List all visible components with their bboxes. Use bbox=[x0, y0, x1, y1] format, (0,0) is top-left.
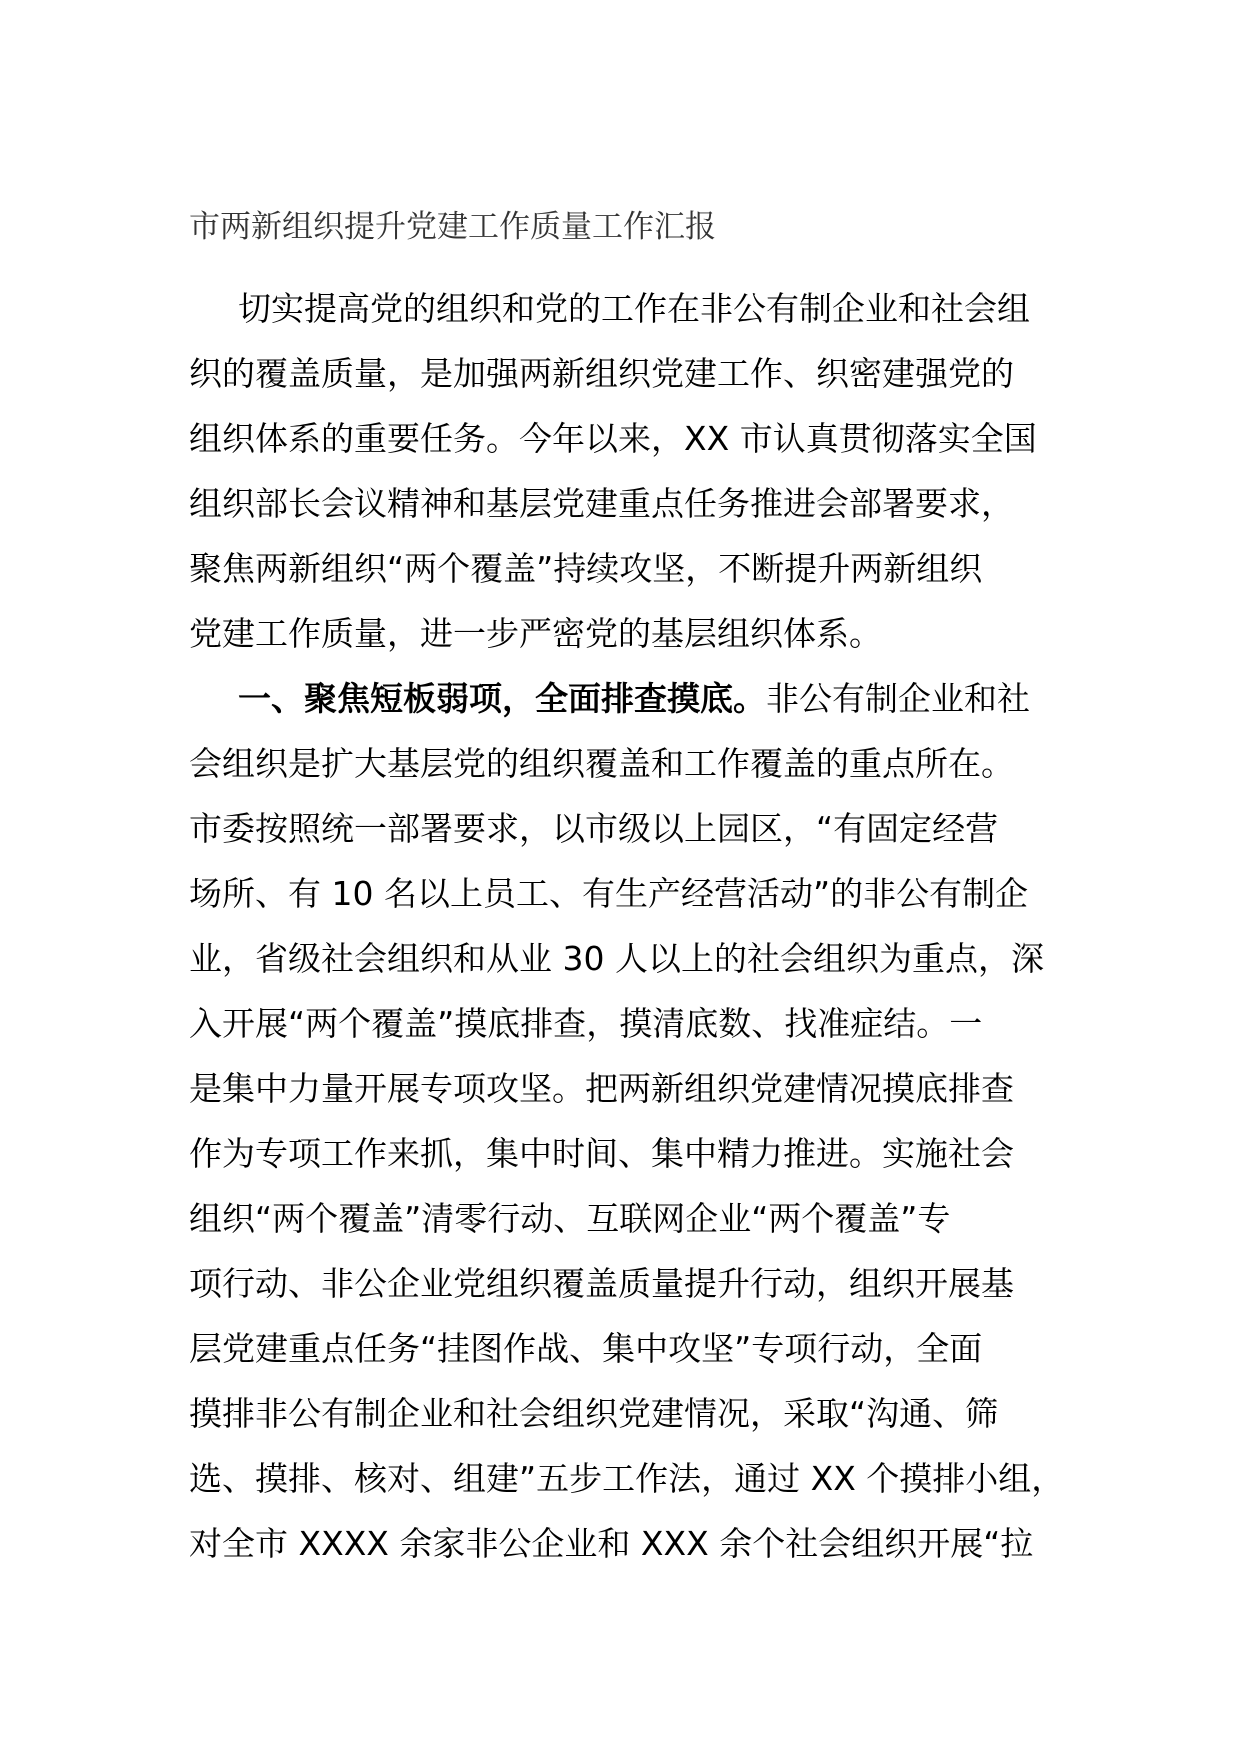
paragraph-line: 会组织是扩大基层党的组织覆盖和工作覆盖的重点所在。 bbox=[189, 744, 1014, 783]
paragraph-line: 项行动、非公企业党组织覆盖质量提升行动，组织开展基 bbox=[189, 1264, 1014, 1303]
paragraph-line: 市委按照统一部署要求，以市级以上园区，“有固定经营 bbox=[189, 809, 999, 848]
section-heading: 一、聚焦短板弱项，全面排查摸底。 bbox=[238, 679, 766, 718]
paragraph-line: 是集中力量开展专项攻坚。把两新组织党建情况摸底排查 bbox=[189, 1069, 1014, 1108]
paragraph-line: 摸排非公有制企业和社会组织党建情况，采取“沟通、筛 bbox=[189, 1394, 999, 1433]
paragraph-line: 层党建重点任务“挂图作战、集中攻坚”专项行动，全面 bbox=[189, 1329, 983, 1368]
document-title: 市两新组织提升党建工作质量工作汇报 bbox=[189, 209, 716, 245]
paragraph-line: 聚焦两新组织“两个覆盖”持续攻坚，不断提升两新组织 bbox=[189, 549, 983, 588]
paragraph-line: 对全市 XXXX 余家非公企业和 XXX 余个社会组织开展“拉 bbox=[189, 1524, 1034, 1563]
paragraph-line: 党建工作质量，进一步严密党的基层组织体系。 bbox=[189, 614, 882, 653]
paragraph-line: 业，省级社会组织和从业 30 人以上的社会组织为重点，深 bbox=[189, 939, 1044, 978]
paragraph-line bbox=[189, 666, 1069, 731]
document-body bbox=[189, 276, 1069, 1576]
paragraph-line: 入开展“两个覆盖”摸底排查，摸清底数、找准症结。一 bbox=[189, 1004, 983, 1043]
paragraph-line: 作为专项工作来抓，集中时间、集中精力推进。实施社会 bbox=[189, 1134, 1014, 1173]
paragraph-text: 非公有制企业和社 bbox=[766, 679, 1030, 718]
paragraph-line: 选、摸排、核对、组建”五步工作法，通过 XX 个摸排小组， bbox=[189, 1459, 1065, 1498]
paragraph-line: 切实提高党的组织和党的工作在非公有制企业和社会组 bbox=[238, 289, 1030, 328]
paragraph-line: 组织“两个覆盖”清零行动、互联网企业“两个覆盖”专 bbox=[189, 1199, 951, 1238]
paragraph-line: 织的覆盖质量，是加强两新组织党建工作、织密建强党的 bbox=[189, 354, 1014, 393]
paragraph-line: 场所、有 10 名以上员工、有生产经营活动”的非公有制企 bbox=[189, 874, 1029, 913]
paragraph-line: 组织部长会议精神和基层党建重点任务推进会部署要求， bbox=[189, 484, 1014, 523]
paragraph-line: 组织体系的重要任务。今年以来，XX 市认真贯彻落实全国 bbox=[189, 419, 1037, 458]
